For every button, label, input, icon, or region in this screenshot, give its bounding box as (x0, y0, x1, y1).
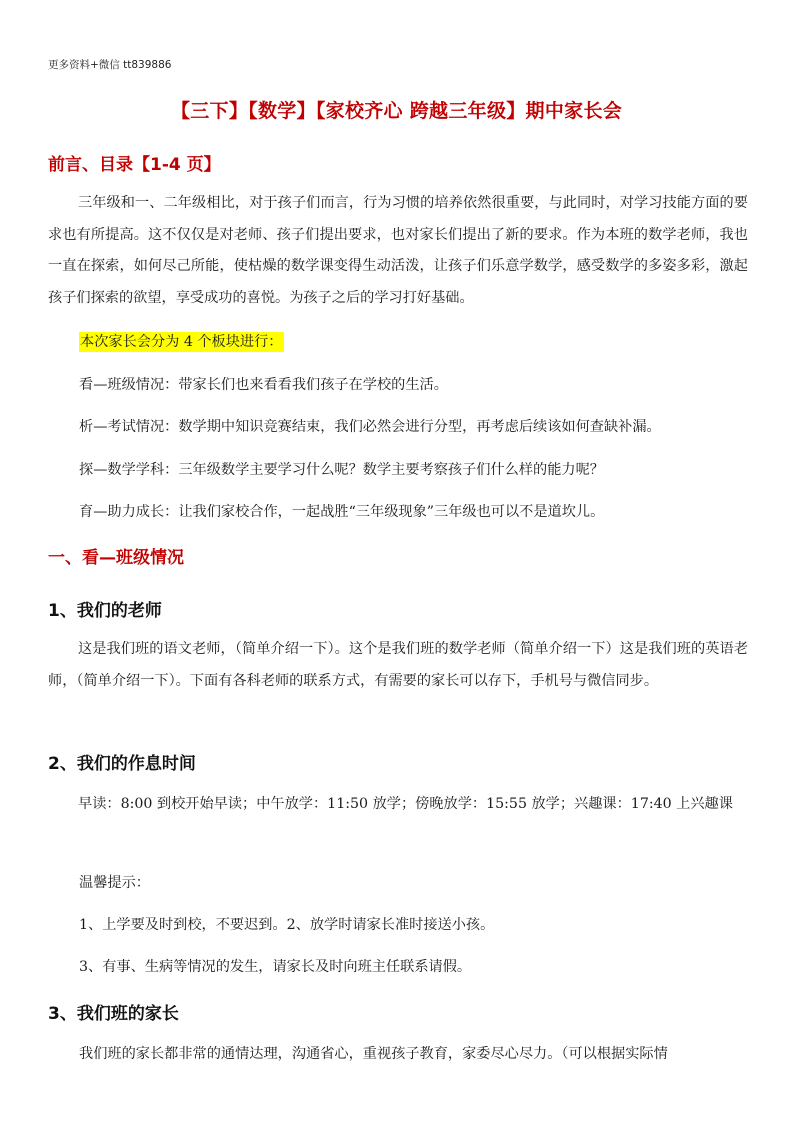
tips-label: 温馨提示： (79, 875, 150, 891)
preface-intro: 三年级和一、二年级相比，对于孩子们而言，行为习惯的培养依然很重要，与此同时，对学习技能方面的要求也有所提高。这不仅仅是对老师、孩子们提出要求，也对家长们提出了新的要求。作为本班的数学老师，我也一直在探索，如何尽己所能，使枯燥的数学课变得生动活泼，让孩子们乐意学数学，感受数学的多姿多彩，激起孩子们探索的欲望，享受成功的喜悦。为孩子之后的学习打好基础。 (48, 195, 748, 306)
document-title: 【三下】【数学】【家校齐心 跨越三年级】期中家长会 (170, 100, 623, 122)
preface-heading: 前言、目录【1-4 页】 (48, 155, 221, 175)
section1-heading: 一、看—班级情况 (48, 548, 184, 568)
schedule-heading: 2、我们的作息时间 (48, 754, 196, 774)
agenda-item-nurture: 育—助力成长：让我们家校合作，一起战胜“三年级现象”三年级也可以不是道坎儿。 (79, 504, 605, 520)
tip-2: 3、有事、生病等情况的发生，请家长及时向班主任联系请假。 (79, 959, 472, 975)
header-note: 更多资料+微信 tt839886 (48, 59, 172, 71)
tip-1: 1、上学要及时到校，不要迟到。2、放学时请家长准时接送小孩。 (79, 917, 495, 933)
teachers-text: 这是我们班的语文老师，（简单介绍一下）。这个是我们班的数学老师（简单介绍一下）这是我们班的英语老师，（简单介绍一下）。下面有各科老师的联系方式，有需要的家长可以存下，手机号与微信同步。 (48, 641, 748, 689)
parents-text: 我们班的家长都非常的通情达理，沟通省心，重视孩子教育，家委尽心尽力。（可以根据实际情 (79, 1046, 668, 1062)
teachers-heading: 1、我们的老师 (48, 601, 162, 621)
agenda-item-analyze: 析—考试情况：数学期中知识竞赛结束，我们必然会进行分型，再考虑后续该如何查缺补漏。 (79, 419, 661, 435)
agenda-item-explore: 探—数学学科：三年级数学主要学习什么呢？数学主要考察孩子们什么样的能力呢？ (79, 462, 604, 478)
parents-heading: 3、我们班的家长 (48, 1004, 179, 1024)
highlighted-text: 本次家长会分为 4 个板块进行： (80, 334, 283, 350)
agenda-item-look: 看—班级情况：带家长们也来看看我们孩子在学校的生活。 (79, 377, 448, 393)
schedule-text: 早读：8:00 到校开始早读；中午放学：11:50 放学；傍晚放学：15:55 放学；兴趣课：17:40 上兴趣课 (78, 796, 733, 812)
highlight-line (79, 331, 284, 351)
